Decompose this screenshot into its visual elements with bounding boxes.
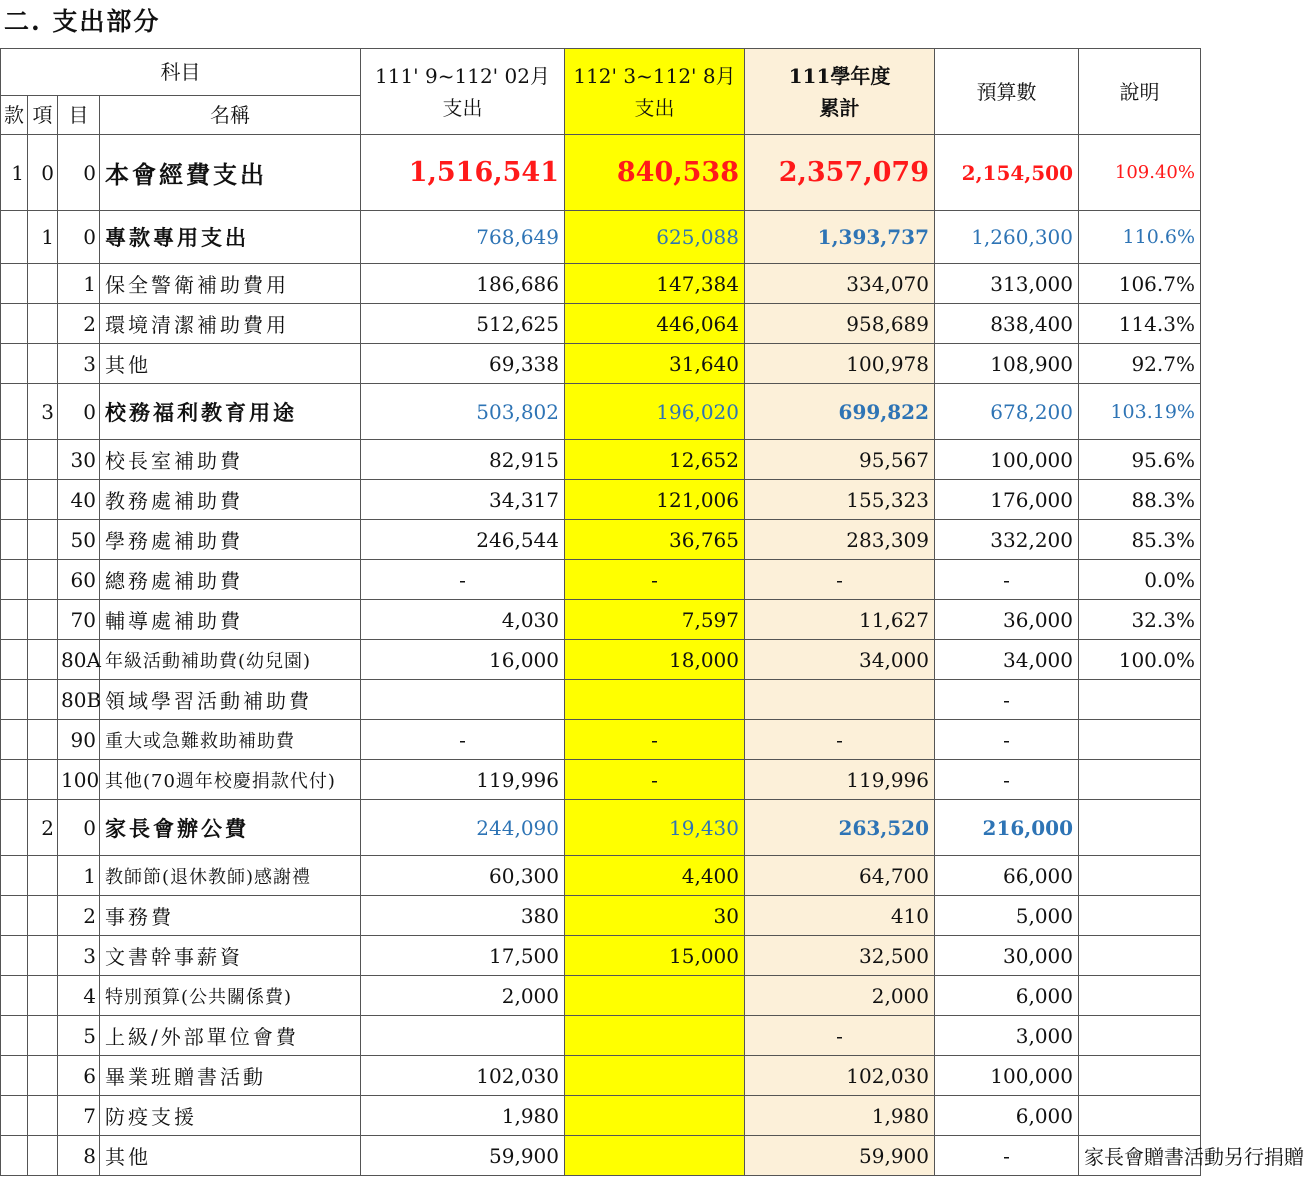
mu-cell: 2 xyxy=(58,896,100,936)
mu-cell: 60 xyxy=(58,560,100,600)
expense-period2: - xyxy=(565,560,745,600)
mu-cell: 70 xyxy=(58,600,100,640)
expense-period1: 186,686 xyxy=(361,264,565,304)
item-name: 總務處補助費 xyxy=(100,560,361,600)
expense-period2: 121,006 xyxy=(565,480,745,520)
table-row xyxy=(1,440,1201,480)
expense-cumulative: 155,323 xyxy=(745,480,935,520)
budget-amount: 30,000 xyxy=(935,936,1079,976)
expense-period1: 2,000 xyxy=(361,976,565,1016)
item-name: 教務處補助費 xyxy=(100,480,361,520)
expense-cumulative: 100,978 xyxy=(745,344,935,384)
budget-amount: 36,000 xyxy=(935,600,1079,640)
header-row-1 xyxy=(1,49,1201,96)
expense-cumulative: 1,980 xyxy=(745,1096,935,1136)
kuan-cell xyxy=(1,560,28,600)
expense-period1: - xyxy=(361,720,565,760)
expense-cumulative: 699,822 xyxy=(745,384,935,440)
xiang-cell xyxy=(28,936,58,976)
expense-cumulative: 64,700 xyxy=(745,856,935,896)
kuan-cell xyxy=(1,1016,28,1056)
kuan-cell xyxy=(1,976,28,1016)
note-cell: 103.19% xyxy=(1079,384,1201,440)
expense-period1: 59,900 xyxy=(361,1136,565,1176)
table-row xyxy=(1,384,1201,440)
xiang-cell xyxy=(28,560,58,600)
kuan-cell xyxy=(1,1056,28,1096)
expense-period1: 60,300 xyxy=(361,856,565,896)
mu-cell: 0 xyxy=(58,800,100,856)
table-row xyxy=(1,800,1201,856)
header-subject: 科目 xyxy=(1,49,361,96)
expense-cumulative: 32,500 xyxy=(745,936,935,976)
note-cell xyxy=(1079,936,1201,976)
budget-amount: 6,000 xyxy=(935,976,1079,1016)
mu-cell: 8 xyxy=(58,1136,100,1176)
note-cell xyxy=(1079,1016,1201,1056)
budget-amount: - xyxy=(935,720,1079,760)
mu-cell: 7 xyxy=(58,1096,100,1136)
xiang-cell: 3 xyxy=(28,384,58,440)
mu-cell: 3 xyxy=(58,344,100,384)
table-row xyxy=(1,264,1201,304)
kuan-cell xyxy=(1,760,28,800)
expense-cumulative: 958,689 xyxy=(745,304,935,344)
header-budget: 預算數 xyxy=(935,49,1079,135)
item-name: 畢業班贈書活動 xyxy=(100,1056,361,1096)
note-cell: 100.0% xyxy=(1079,640,1201,680)
expense-cumulative: 263,520 xyxy=(745,800,935,856)
header-col1: 111' 9~112' 02月 支出 xyxy=(361,49,565,135)
budget-amount: 3,000 xyxy=(935,1016,1079,1056)
kuan-cell xyxy=(1,856,28,896)
mu-cell: 5 xyxy=(58,1016,100,1056)
note-cell xyxy=(1079,720,1201,760)
kuan-cell xyxy=(1,896,28,936)
mu-cell: 90 xyxy=(58,720,100,760)
expense-period2 xyxy=(565,1136,745,1176)
table-row xyxy=(1,560,1201,600)
table-row xyxy=(1,680,1201,720)
item-name: 其他(70週年校慶捐款代付) xyxy=(100,760,361,800)
kuan-cell: 1 xyxy=(1,135,28,211)
mu-cell: 0 xyxy=(58,211,100,264)
budget-amount: - xyxy=(935,680,1079,720)
item-name: 特別預算(公共關係費) xyxy=(100,976,361,1016)
budget-amount: 2,154,500 xyxy=(935,135,1079,211)
table-row xyxy=(1,135,1201,211)
xiang-cell: 1 xyxy=(28,211,58,264)
expense-period2 xyxy=(565,1016,745,1056)
item-name: 保全警衛補助費用 xyxy=(100,264,361,304)
expense-period2: 30 xyxy=(565,896,745,936)
header-name: 名稱 xyxy=(100,96,361,135)
xiang-cell xyxy=(28,600,58,640)
item-name: 校長室補助費 xyxy=(100,440,361,480)
expense-cumulative: - xyxy=(745,720,935,760)
table-row xyxy=(1,976,1201,1016)
xiang-cell xyxy=(28,520,58,560)
budget-amount: 216,000 xyxy=(935,800,1079,856)
expense-period2 xyxy=(565,680,745,720)
expense-period1 xyxy=(361,1016,565,1056)
header-col2: 112' 3~112' 8月 支出 xyxy=(565,49,745,135)
mu-cell: 80B xyxy=(58,680,100,720)
budget-amount: - xyxy=(935,560,1079,600)
header-mu: 目 xyxy=(58,96,100,135)
note-cell xyxy=(1079,800,1201,856)
expense-cumulative: 119,996 xyxy=(745,760,935,800)
item-name: 重大或急難救助補助費 xyxy=(100,720,361,760)
expense-period2: - xyxy=(565,760,745,800)
note-cell xyxy=(1079,896,1201,936)
table-row xyxy=(1,760,1201,800)
expense-period2: 7,597 xyxy=(565,600,745,640)
kuan-cell xyxy=(1,384,28,440)
note-cell: 110.6% xyxy=(1079,211,1201,264)
kuan-cell xyxy=(1,640,28,680)
kuan-cell xyxy=(1,480,28,520)
expense-cumulative: 102,030 xyxy=(745,1056,935,1096)
item-name: 領域學習活動補助費 xyxy=(100,680,361,720)
mu-cell: 40 xyxy=(58,480,100,520)
xiang-cell xyxy=(28,720,58,760)
item-name: 家長會辦公費 xyxy=(100,800,361,856)
expense-cumulative: 1,393,737 xyxy=(745,211,935,264)
expense-period2: 625,088 xyxy=(565,211,745,264)
expense-period2: 147,384 xyxy=(565,264,745,304)
expense-period1: 119,996 xyxy=(361,760,565,800)
note-cell xyxy=(1079,856,1201,896)
expense-period2: 15,000 xyxy=(565,936,745,976)
table-row xyxy=(1,520,1201,560)
item-name: 防疫支援 xyxy=(100,1096,361,1136)
kuan-cell xyxy=(1,1096,28,1136)
mu-cell: 4 xyxy=(58,976,100,1016)
mu-cell: 0 xyxy=(58,135,100,211)
item-name: 上級/外部單位會費 xyxy=(100,1016,361,1056)
expense-cumulative: - xyxy=(745,560,935,600)
note-cell: 114.3% xyxy=(1079,304,1201,344)
budget-amount: 6,000 xyxy=(935,1096,1079,1136)
kuan-cell xyxy=(1,211,28,264)
expense-period2: 840,538 xyxy=(565,135,745,211)
expense-period1: - xyxy=(361,560,565,600)
budget-amount: 313,000 xyxy=(935,264,1079,304)
table-row xyxy=(1,600,1201,640)
header-col3: 111學年度 累計 xyxy=(745,49,935,135)
kuan-cell xyxy=(1,304,28,344)
note-cell: 106.7% xyxy=(1079,264,1201,304)
expense-period1: 102,030 xyxy=(361,1056,565,1096)
kuan-cell xyxy=(1,440,28,480)
table-row xyxy=(1,344,1201,384)
expense-cumulative: 11,627 xyxy=(745,600,935,640)
note-cell: 95.6% xyxy=(1079,440,1201,480)
note-cell: 92.7% xyxy=(1079,344,1201,384)
expense-period2: - xyxy=(565,720,745,760)
budget-amount: - xyxy=(935,760,1079,800)
xiang-cell xyxy=(28,264,58,304)
expense-period1: 34,317 xyxy=(361,480,565,520)
kuan-cell xyxy=(1,520,28,560)
note-cell: 家長會贈書活動另行捐贈 xyxy=(1079,1136,1201,1176)
header-xiang: 項 xyxy=(28,96,58,135)
kuan-cell xyxy=(1,264,28,304)
xiang-cell xyxy=(28,344,58,384)
xiang-cell xyxy=(28,760,58,800)
mu-cell: 2 xyxy=(58,304,100,344)
table-row xyxy=(1,1136,1201,1176)
expense-period2: 18,000 xyxy=(565,640,745,680)
expense-cumulative: 334,070 xyxy=(745,264,935,304)
expense-period1: 512,625 xyxy=(361,304,565,344)
expense-cumulative: - xyxy=(745,1016,935,1056)
item-name: 專款專用支出 xyxy=(100,211,361,264)
expense-table xyxy=(0,48,1304,1176)
expense-cumulative: 410 xyxy=(745,896,935,936)
table-row xyxy=(1,480,1201,520)
note-cell xyxy=(1079,976,1201,1016)
item-name: 文書幹事薪資 xyxy=(100,936,361,976)
expense-period2: 31,640 xyxy=(565,344,745,384)
expense-period1: 503,802 xyxy=(361,384,565,440)
kuan-cell xyxy=(1,936,28,976)
table-row xyxy=(1,936,1201,976)
xiang-cell xyxy=(28,976,58,1016)
kuan-cell xyxy=(1,600,28,640)
expense-period2: 446,064 xyxy=(565,304,745,344)
expense-period1: 380 xyxy=(361,896,565,936)
mu-cell: 50 xyxy=(58,520,100,560)
expense-period2 xyxy=(565,1096,745,1136)
expense-period1: 768,649 xyxy=(361,211,565,264)
item-name: 環境清潔補助費用 xyxy=(100,304,361,344)
xiang-cell xyxy=(28,640,58,680)
table-row xyxy=(1,211,1201,264)
item-name: 教師節(退休教師)感謝禮 xyxy=(100,856,361,896)
mu-cell: 1 xyxy=(58,856,100,896)
kuan-cell xyxy=(1,344,28,384)
table-row xyxy=(1,896,1201,936)
note-cell: 0.0% xyxy=(1079,560,1201,600)
note-cell: 85.3% xyxy=(1079,520,1201,560)
expense-period1: 244,090 xyxy=(361,800,565,856)
xiang-cell xyxy=(28,304,58,344)
budget-amount: 100,000 xyxy=(935,1056,1079,1096)
expense-period1: 246,544 xyxy=(361,520,565,560)
expense-period1: 16,000 xyxy=(361,640,565,680)
note-cell xyxy=(1079,1056,1201,1096)
expense-cumulative: 2,357,079 xyxy=(745,135,935,211)
mu-cell: 6 xyxy=(58,1056,100,1096)
mu-cell: 1 xyxy=(58,264,100,304)
mu-cell: 30 xyxy=(58,440,100,480)
xiang-cell xyxy=(28,896,58,936)
expense-period1: 82,915 xyxy=(361,440,565,480)
item-name: 學務處補助費 xyxy=(100,520,361,560)
item-name: 校務福利教育用途 xyxy=(100,384,361,440)
expense-period1: 69,338 xyxy=(361,344,565,384)
note-cell: 88.3% xyxy=(1079,480,1201,520)
budget-amount: 66,000 xyxy=(935,856,1079,896)
table-row xyxy=(1,1056,1201,1096)
expense-period1: 4,030 xyxy=(361,600,565,640)
expense-period2: 12,652 xyxy=(565,440,745,480)
budget-amount: 176,000 xyxy=(935,480,1079,520)
budget-amount: 5,000 xyxy=(935,896,1079,936)
note-cell: 109.40% xyxy=(1079,135,1201,211)
budget-amount: 678,200 xyxy=(935,384,1079,440)
item-name: 本會經費支出 xyxy=(100,135,361,211)
mu-cell: 80A xyxy=(58,640,100,680)
item-name: 其他 xyxy=(100,344,361,384)
table-row xyxy=(1,1096,1201,1136)
expense-period2: 19,430 xyxy=(565,800,745,856)
budget-amount: 100,000 xyxy=(935,440,1079,480)
item-name: 事務費 xyxy=(100,896,361,936)
budget-amount: 1,260,300 xyxy=(935,211,1079,264)
kuan-cell xyxy=(1,800,28,856)
xiang-cell xyxy=(28,1136,58,1176)
table-row xyxy=(1,856,1201,896)
xiang-cell xyxy=(28,1056,58,1096)
table-row xyxy=(1,640,1201,680)
item-name: 輔導處補助費 xyxy=(100,600,361,640)
expense-period1: 1,980 xyxy=(361,1096,565,1136)
section-title: 二. 支出部分 xyxy=(4,7,161,36)
table-row xyxy=(1,1016,1201,1056)
header-note: 說明 xyxy=(1079,49,1201,135)
budget-amount: 332,200 xyxy=(935,520,1079,560)
xiang-cell: 0 xyxy=(28,135,58,211)
table-body xyxy=(1,135,1304,1176)
expense-period1: 17,500 xyxy=(361,936,565,976)
item-name: 年級活動補助費(幼兒園) xyxy=(100,640,361,680)
xiang-cell xyxy=(28,1016,58,1056)
expense-cumulative: 34,000 xyxy=(745,640,935,680)
mu-cell: 3 xyxy=(58,936,100,976)
xiang-cell xyxy=(28,480,58,520)
note-cell xyxy=(1079,760,1201,800)
expense-period2: 196,020 xyxy=(565,384,745,440)
mu-cell: 0 xyxy=(58,384,100,440)
kuan-cell xyxy=(1,1136,28,1176)
xiang-cell: 2 xyxy=(28,800,58,856)
budget-amount: 838,400 xyxy=(935,304,1079,344)
expense-period2 xyxy=(565,976,745,1016)
table-row xyxy=(1,304,1201,344)
expense-period1: 1,516,541 xyxy=(361,135,565,211)
item-name: 其他 xyxy=(100,1136,361,1176)
expense-period2 xyxy=(565,1056,745,1096)
budget-amount: 108,900 xyxy=(935,344,1079,384)
expense-period2: 36,765 xyxy=(565,520,745,560)
kuan-cell xyxy=(1,680,28,720)
budget-amount: 34,000 xyxy=(935,640,1079,680)
table-row xyxy=(1,720,1201,760)
expense-period1 xyxy=(361,680,565,720)
xiang-cell xyxy=(28,856,58,896)
note-cell xyxy=(1079,680,1201,720)
expense-cumulative xyxy=(745,680,935,720)
expense-cumulative: 59,900 xyxy=(745,1136,935,1176)
xiang-cell xyxy=(28,440,58,480)
mu-cell: 100 xyxy=(58,760,100,800)
header-kuan: 款 xyxy=(1,96,28,135)
note-cell: 32.3% xyxy=(1079,600,1201,640)
expense-cumulative: 2,000 xyxy=(745,976,935,1016)
expense-cumulative: 95,567 xyxy=(745,440,935,480)
kuan-cell xyxy=(1,720,28,760)
note-cell xyxy=(1079,1096,1201,1136)
expense-period2: 4,400 xyxy=(565,856,745,896)
expense-cumulative: 283,309 xyxy=(745,520,935,560)
xiang-cell xyxy=(28,1096,58,1136)
budget-amount: - xyxy=(935,1136,1079,1176)
xiang-cell xyxy=(28,680,58,720)
